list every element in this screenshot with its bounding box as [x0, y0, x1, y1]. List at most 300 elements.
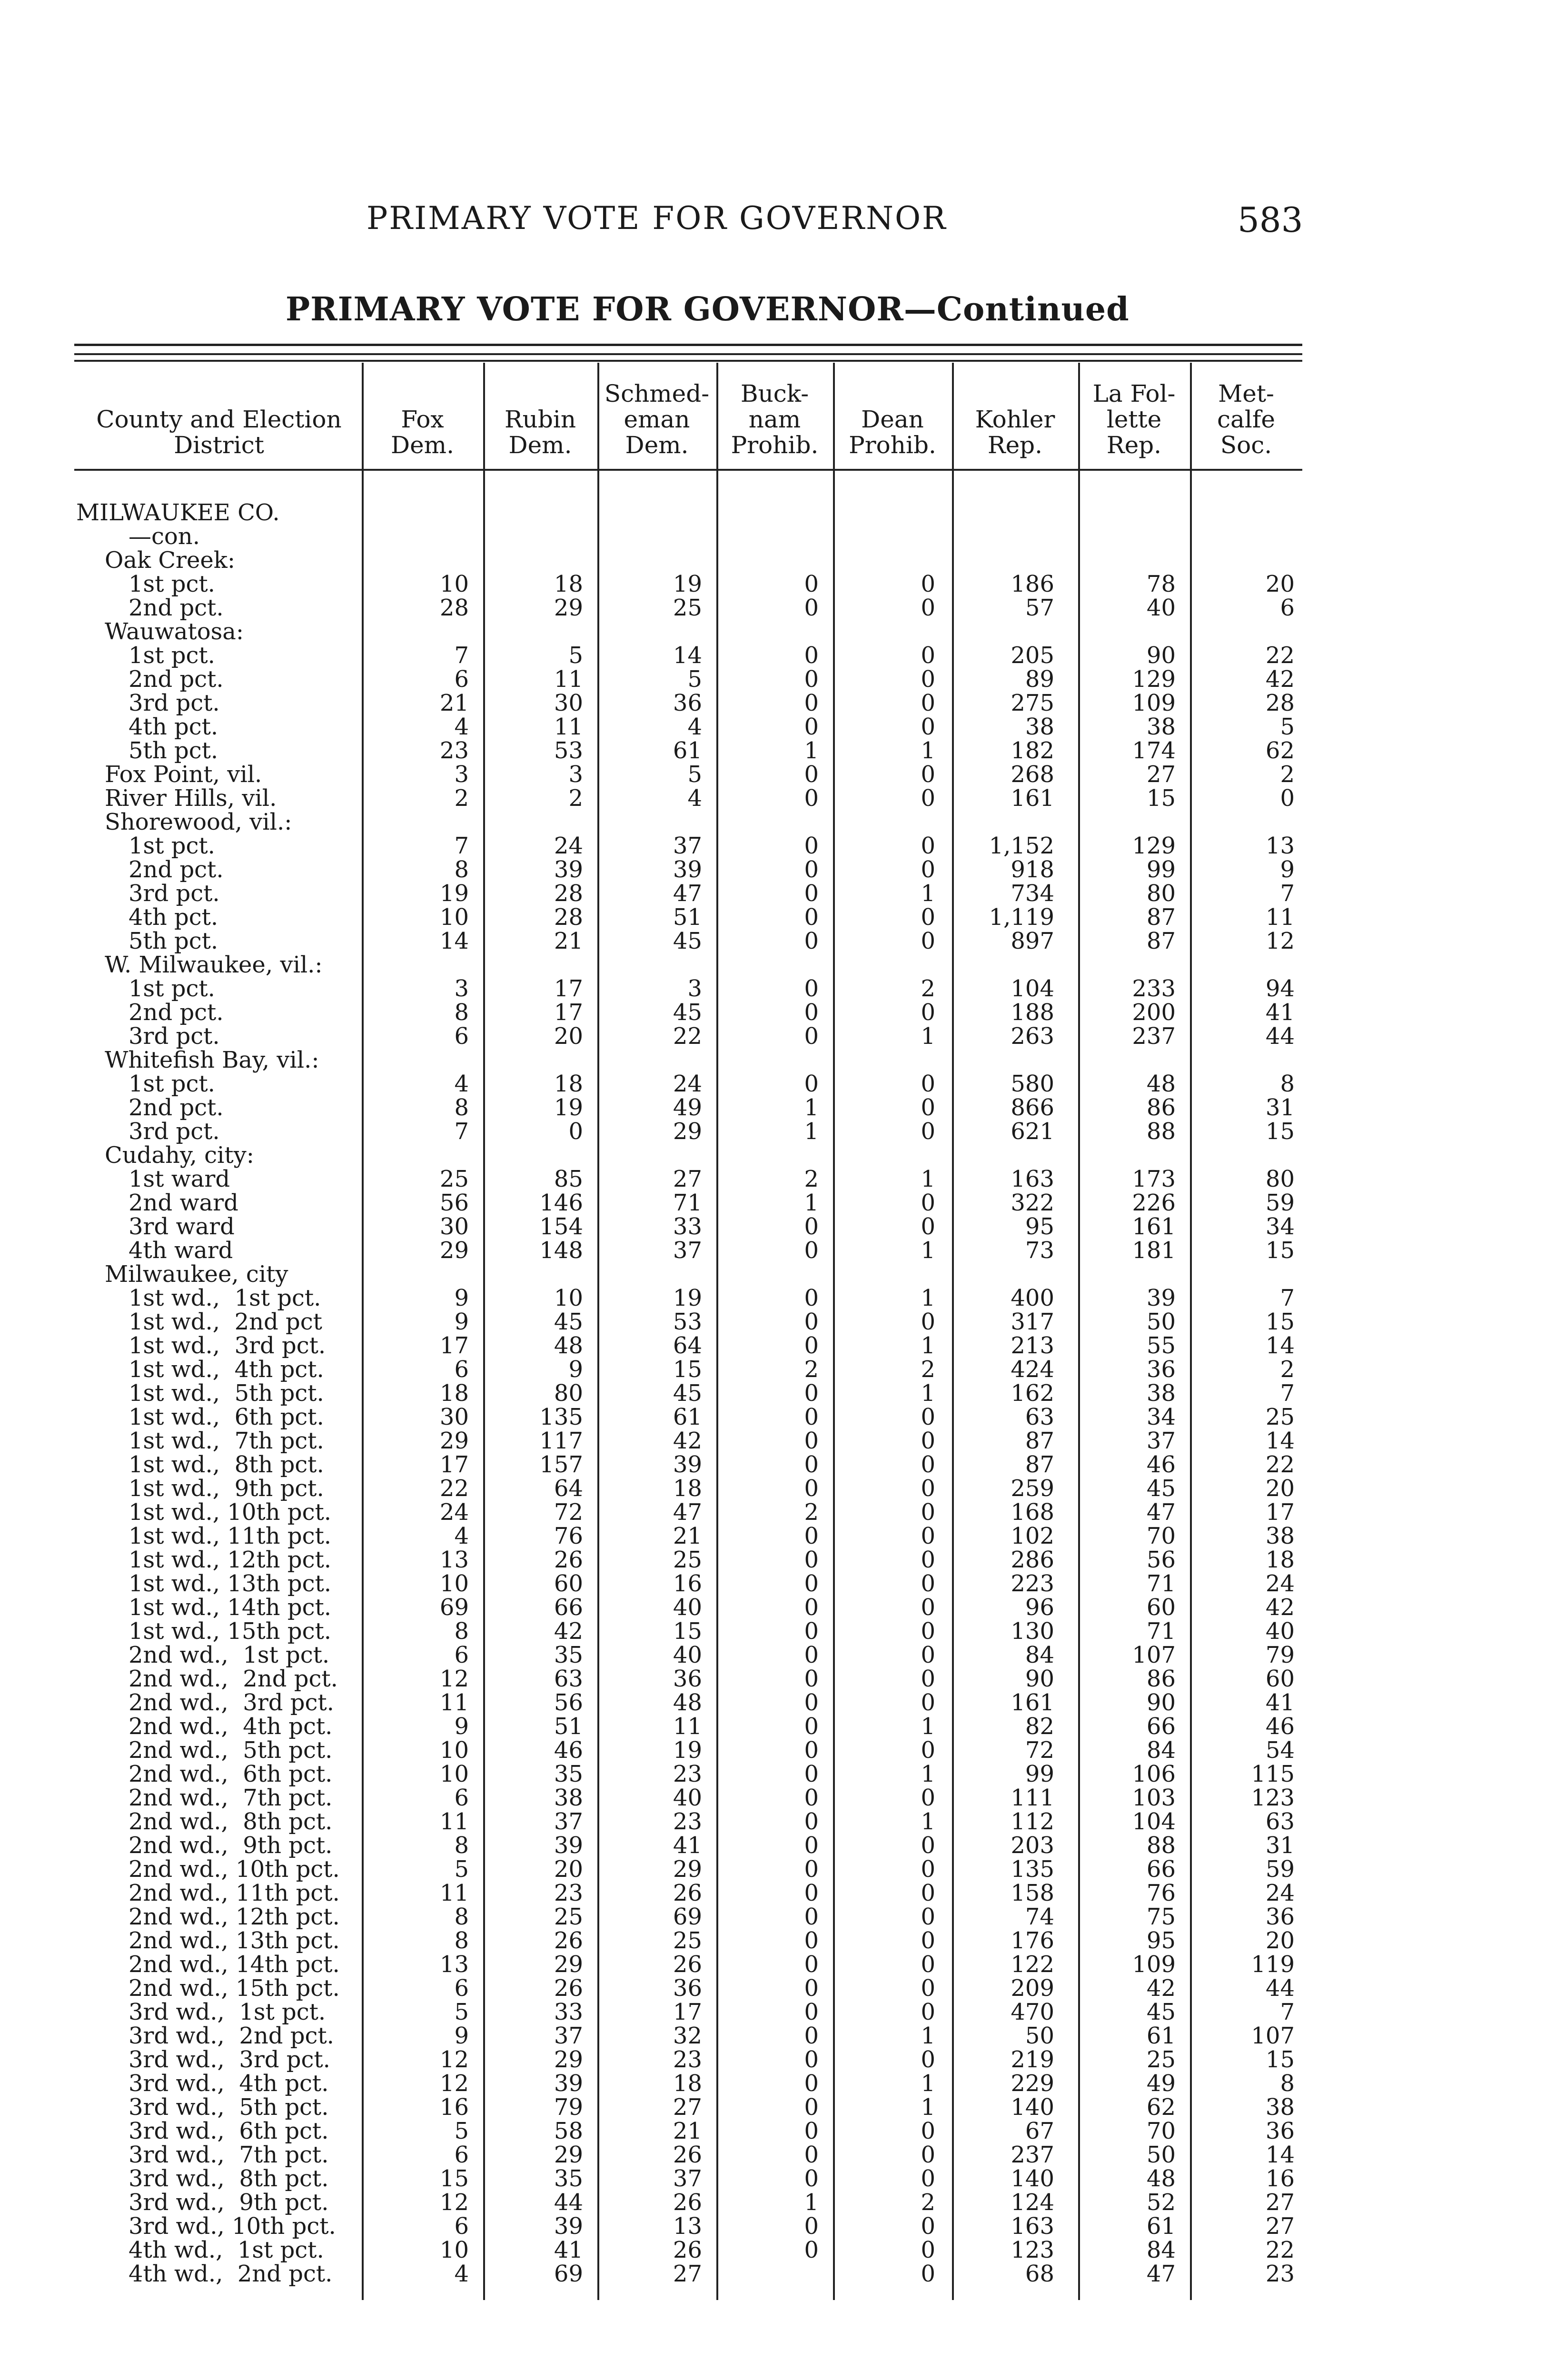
- column-header: [952, 407, 1078, 458]
- table-cell: 0: [921, 1547, 935, 1573]
- table-cell: 87: [1146, 928, 1176, 954]
- table-cell: 219: [1011, 2046, 1054, 2073]
- table-cell: 0: [804, 1380, 819, 1407]
- table-cell: 27: [673, 2094, 702, 2121]
- table-cell: 8: [454, 1832, 469, 1859]
- table-cell: 0: [921, 1213, 935, 1240]
- table-cell: 129: [1132, 666, 1176, 693]
- column-header: [362, 407, 483, 458]
- table-cell: 0: [804, 1547, 819, 1573]
- row-label: 4th pct.: [129, 904, 218, 931]
- table-cell: 22: [1265, 1451, 1295, 1478]
- table-cell: 2: [454, 785, 469, 812]
- table-cell: 10: [439, 1761, 469, 1787]
- table-cell: 4: [687, 714, 702, 740]
- row-label: 5th pct.: [129, 928, 218, 954]
- table-cell: 580: [1011, 1071, 1054, 1097]
- table-cell: 0: [804, 1332, 819, 1359]
- table-cell: 46: [1265, 1713, 1295, 1740]
- table-cell: 63: [554, 1666, 583, 1692]
- table-cell: 55: [1146, 1332, 1176, 1359]
- table-cell: 2: [921, 1356, 935, 1383]
- table-cell: 470: [1011, 1999, 1054, 2025]
- table-cell: 36: [673, 1975, 702, 2002]
- row-label: 1st ward: [129, 1166, 230, 1192]
- column-header: [716, 381, 833, 458]
- table-cell: 61: [1146, 2023, 1176, 2049]
- table-cell: 72: [1025, 1737, 1054, 1764]
- table-cell: 41: [673, 1832, 702, 1859]
- table-cell: 0: [804, 1713, 819, 1740]
- table-cell: 69: [439, 1594, 469, 1621]
- table-cell: 30: [439, 1404, 469, 1430]
- table-cell: 29: [439, 1428, 469, 1454]
- table-cell: 29: [673, 1118, 702, 1145]
- table-cell: 46: [554, 1737, 583, 1764]
- table-cell: 28: [1265, 690, 1295, 716]
- table-row: [0, 1286, 1546, 1310]
- table-cell: 37: [554, 1808, 583, 1835]
- table-row: [0, 1120, 1546, 1143]
- row-label: 1st wd., 11th pct.: [129, 1523, 331, 1549]
- table-cell: 162: [1011, 1380, 1054, 1407]
- table-cell: 6: [1280, 595, 1295, 621]
- table-row: [0, 2072, 1546, 2095]
- table-cell: 0: [921, 1190, 935, 1216]
- table-cell: 39: [673, 1451, 702, 1478]
- table-cell: 20: [1265, 1475, 1295, 1502]
- table-cell: 12: [439, 2070, 469, 2097]
- table-cell: 36: [1146, 1356, 1176, 1383]
- table-cell: 0: [921, 1642, 935, 1668]
- row-label: 1st wd., 6th pct.: [129, 1404, 324, 1430]
- column-header-line: Dem.: [508, 431, 572, 459]
- table-cell: 0: [804, 2046, 819, 2073]
- table-cell: 10: [439, 904, 469, 931]
- table-cell: 0: [804, 1737, 819, 1764]
- table-cell: 176: [1011, 1927, 1054, 1954]
- table-cell: 0: [921, 999, 935, 1026]
- table-cell: 0: [921, 1880, 935, 1906]
- table-cell: 4: [454, 1071, 469, 1097]
- row-label: 2nd pct.: [129, 856, 224, 883]
- table-cell: 0: [804, 1594, 819, 1621]
- table-row: [0, 1834, 1546, 1857]
- table-cell: 111: [1011, 1785, 1054, 1811]
- table-cell: 8: [454, 1927, 469, 1954]
- table-cell: 897: [1011, 928, 1054, 954]
- row-label: 3rd pct.: [129, 880, 220, 907]
- table-cell: 0: [804, 1213, 819, 1240]
- row-label: Shorewood, vil.:: [105, 809, 292, 835]
- table-cell: 38: [554, 1785, 583, 1811]
- table-cell: 0: [921, 833, 935, 859]
- table-cell: 9: [454, 1285, 469, 1311]
- row-label: River Hills, vil.: [105, 785, 277, 812]
- table-cell: 15: [1265, 1118, 1295, 1145]
- table-group-heading: [0, 548, 1546, 572]
- table-cell: 12: [439, 1666, 469, 1692]
- table-row: [0, 763, 1546, 786]
- table-cell: 0: [921, 666, 935, 693]
- table-cell: 0: [804, 1309, 819, 1335]
- table-cell: 61: [673, 737, 702, 764]
- table-cell: 1: [921, 1761, 935, 1787]
- table-cell: 89: [1025, 666, 1054, 693]
- table-cell: 29: [554, 2046, 583, 2073]
- table-cell: 6: [454, 1023, 469, 1050]
- table-cell: 56: [554, 1689, 583, 1716]
- table-cell: 19: [673, 571, 702, 597]
- row-label: 3rd pct.: [129, 1023, 220, 1050]
- table-cell: 52: [1146, 2189, 1176, 2216]
- table-cell: 82: [1025, 1713, 1054, 1740]
- row-label: 3rd wd., 7th pct.: [129, 2142, 329, 2168]
- table-cell: 173: [1132, 1166, 1176, 1192]
- table-cell: 20: [554, 1023, 583, 1050]
- table-cell: 90: [1146, 642, 1176, 669]
- table-cell: 1: [804, 737, 819, 764]
- table-cell: 18: [554, 1071, 583, 1097]
- table-cell: 45: [1146, 1475, 1176, 1502]
- table-cell: 106: [1132, 1761, 1176, 1787]
- table-cell: 57: [1025, 595, 1054, 621]
- table-cell: 45: [673, 1380, 702, 1407]
- table-cell: 4: [454, 1523, 469, 1549]
- table-cell: 38: [1146, 714, 1176, 740]
- table-cell: 13: [439, 1547, 469, 1573]
- table-cell: 96: [1025, 1594, 1054, 1621]
- table-cell: 34: [1265, 1213, 1295, 1240]
- table-cell: 0: [921, 1689, 935, 1716]
- table-cell: 0: [921, 1927, 935, 1954]
- table-cell: 26: [673, 2237, 702, 2263]
- table-cell: 47: [1146, 2261, 1176, 2287]
- row-label: 3rd wd., 1st pct.: [129, 1999, 326, 2025]
- table-cell: 117: [539, 1428, 583, 1454]
- table-cell: 107: [1132, 1642, 1176, 1668]
- table-cell: 14: [1265, 2142, 1295, 2168]
- table-cell: 140: [1011, 2165, 1054, 2192]
- table-cell: 36: [673, 1666, 702, 1692]
- table-cell: 39: [673, 856, 702, 883]
- row-label: 2nd wd., 9th pct.: [129, 1832, 333, 1859]
- table-cell: 0: [804, 1404, 819, 1430]
- table-cell: 19: [554, 1094, 583, 1121]
- table-cell: 0: [804, 642, 819, 669]
- table-cell: 75: [1146, 1904, 1176, 1930]
- table-cell: 161: [1011, 1689, 1054, 1716]
- table-cell: 69: [554, 2261, 583, 2287]
- table-row: [0, 1881, 1546, 1905]
- table-row: [0, 1381, 1546, 1405]
- row-label: 1st wd., 4th pct.: [129, 1356, 324, 1383]
- table-row: [0, 834, 1546, 858]
- table-cell: 47: [673, 1499, 702, 1526]
- table-cell: 115: [1251, 1761, 1295, 1787]
- row-label: 2nd wd., 1st pct.: [129, 1642, 330, 1668]
- table-cell: 79: [554, 2094, 583, 2121]
- table-cell: 3: [454, 975, 469, 1002]
- table-cell: 18: [1265, 1547, 1295, 1573]
- table-cell: 5: [687, 666, 702, 693]
- table-cell: 41: [1265, 1689, 1295, 1716]
- table-row: [0, 1548, 1546, 1572]
- table-cell: 0: [804, 1880, 819, 1906]
- table-cell: 0: [921, 904, 935, 931]
- table-cell: 263: [1011, 1023, 1054, 1050]
- table-cell: 0: [921, 1999, 935, 2025]
- table-cell: 0: [921, 2213, 935, 2240]
- table-cell: 0: [804, 2165, 819, 2192]
- table-cell: 80: [1265, 1166, 1295, 1192]
- column-header-line: nam: [748, 406, 801, 433]
- table-cell: 0: [804, 1689, 819, 1716]
- table-cell: 3: [568, 761, 583, 788]
- table-cell: 6: [454, 1642, 469, 1668]
- table-row: [0, 1857, 1546, 1881]
- table-cell: 0: [804, 1618, 819, 1645]
- table-row: [0, 1762, 1546, 1786]
- table-cell: 27: [1146, 761, 1176, 788]
- table-cell: 0: [921, 2142, 935, 2168]
- row-label: 3rd wd., 6th pct.: [129, 2118, 329, 2144]
- table-cell: 168: [1011, 1499, 1054, 1526]
- table-cell: 0: [921, 595, 935, 621]
- table-cell: 11: [673, 1713, 702, 1740]
- table-cell: 26: [554, 1975, 583, 2002]
- table-cell: 51: [673, 904, 702, 931]
- table-row: [0, 667, 1546, 691]
- row-label: 2nd wd., 8th pct.: [129, 1808, 333, 1835]
- table-cell: 35: [554, 2165, 583, 2192]
- table-cell: 21: [554, 928, 583, 954]
- table-cell: 2: [1280, 1356, 1295, 1383]
- column-header-line: County and Election: [96, 406, 342, 433]
- table-cell: 0: [921, 1666, 935, 1692]
- table-cell: 8: [1280, 1071, 1295, 1097]
- table-cell: 61: [1146, 2213, 1176, 2240]
- table-cell: 14: [673, 642, 702, 669]
- table-cell: 102: [1011, 1523, 1054, 1549]
- column-header-line: Kohler: [975, 406, 1055, 433]
- table-cell: 0: [804, 1785, 819, 1811]
- table-cell: 918: [1011, 856, 1054, 883]
- table-cell: 0: [921, 642, 935, 669]
- table-cell: 25: [673, 1547, 702, 1573]
- column-header-line: Dem.: [391, 431, 454, 459]
- table-cell: 0: [921, 1618, 935, 1645]
- table-cell: 24: [554, 833, 583, 859]
- table-cell: 87: [1025, 1451, 1054, 1478]
- table-cell: 11: [439, 1689, 469, 1716]
- table-row: [0, 1167, 1546, 1191]
- table-cell: 400: [1011, 1285, 1054, 1311]
- column-header-line: Fox: [401, 406, 444, 433]
- table-cell: 84: [1146, 2237, 1176, 2263]
- table-cell: 0: [804, 904, 819, 931]
- table-cell: 6: [454, 2142, 469, 2168]
- table-group-heading: [0, 953, 1546, 977]
- table-cell: 39: [554, 856, 583, 883]
- table-cell: 140: [1011, 2094, 1054, 2121]
- table-cell: 213: [1011, 1332, 1054, 1359]
- column-header: [76, 407, 362, 458]
- table-cell: 9: [1280, 856, 1295, 883]
- table-cell: 60: [554, 1570, 583, 1597]
- table-cell: 23: [1265, 2261, 1295, 2287]
- table-cell: 50: [1025, 2023, 1054, 2049]
- table-cell: 209: [1011, 1975, 1054, 2002]
- table-cell: 123: [1251, 1785, 1295, 1811]
- row-label: 1st wd., 2nd pct: [129, 1309, 322, 1335]
- table-cell: 69: [673, 1904, 702, 1930]
- table-cell: 42: [1265, 1594, 1295, 1621]
- table-cell: 8: [454, 1618, 469, 1645]
- table-cell: 95: [1025, 1213, 1054, 1240]
- table-cell: 95: [1146, 1927, 1176, 1954]
- table-cell: 0: [804, 1071, 819, 1097]
- row-label: 5th pct.: [129, 737, 218, 764]
- table-cell: 87: [1025, 1428, 1054, 1454]
- table-cell: 17: [439, 1451, 469, 1478]
- table-cell: 0: [921, 690, 935, 716]
- table-cell: 0: [804, 1761, 819, 1787]
- table-cell: 21: [439, 690, 469, 716]
- table-cell: 161: [1011, 785, 1054, 812]
- row-label: 2nd wd., 2nd pct.: [129, 1666, 338, 1692]
- table-row: [0, 1191, 1546, 1215]
- table-cell: 0: [804, 2237, 819, 2263]
- row-label: —con.: [129, 523, 200, 550]
- table-row: [0, 644, 1546, 667]
- table-cell: 18: [673, 1475, 702, 1502]
- table-cell: 8: [454, 1904, 469, 1930]
- table-cell: 19: [673, 1737, 702, 1764]
- table-cell: 49: [1146, 2070, 1176, 2097]
- table-cell: 0: [804, 1451, 819, 1478]
- table-cell: 84: [1025, 1642, 1054, 1668]
- table-cell: 1: [921, 1332, 935, 1359]
- table-cell: 104: [1132, 1808, 1176, 1835]
- table-cell: 1: [921, 2070, 935, 2097]
- table-cell: 6: [454, 1356, 469, 1383]
- row-label: 3rd wd., 3rd pct.: [129, 2046, 330, 2073]
- table-cell: 205: [1011, 642, 1054, 669]
- table-row: [0, 1572, 1546, 1596]
- table-cell: 13: [1265, 833, 1295, 859]
- row-label: 2nd wd., 11th pct.: [129, 1880, 340, 1906]
- table-row: [0, 1619, 1546, 1643]
- table-cell: 33: [673, 1213, 702, 1240]
- table-cell: 63: [1265, 1808, 1295, 1835]
- table-cell: 67: [1025, 2118, 1054, 2144]
- row-label: 1st wd., 3rd pct.: [129, 1332, 326, 1359]
- table-cell: 7: [454, 642, 469, 669]
- table-cell: 71: [1146, 1618, 1176, 1645]
- table-cell: 0: [804, 690, 819, 716]
- table-cell: 38: [1146, 1380, 1176, 1407]
- table-cell: 40: [1146, 595, 1176, 621]
- table-cell: 2: [804, 1499, 819, 1526]
- table-cell: 4: [454, 2261, 469, 2287]
- table-cell: 0: [921, 1594, 935, 1621]
- table-cell: 15: [673, 1356, 702, 1383]
- table-cell: 76: [1146, 1880, 1176, 1906]
- table-cell: 3: [454, 761, 469, 788]
- row-label: 2nd wd., 15th pct.: [129, 1975, 340, 2002]
- table-cell: 30: [554, 690, 583, 716]
- table-cell: 2: [804, 1356, 819, 1383]
- table-cell: 59: [1265, 1190, 1295, 1216]
- table-cell: 68: [1025, 2261, 1054, 2287]
- table-cell: 148: [539, 1237, 583, 1264]
- table-cell: 0: [921, 1975, 935, 2002]
- table-row: [0, 1738, 1546, 1762]
- table-cell: 24: [1265, 1570, 1295, 1597]
- table-row: [0, 1405, 1546, 1429]
- table-cell: 0: [921, 1951, 935, 1978]
- table-cell: 25: [1265, 1404, 1295, 1430]
- table-cell: 11: [1265, 904, 1295, 931]
- table-cell: 37: [554, 2023, 583, 2049]
- table-row: [0, 1358, 1546, 1381]
- table-cell: 71: [673, 1190, 702, 1216]
- table-cell: 13: [439, 1951, 469, 1978]
- table-cell: 21: [673, 1523, 702, 1549]
- table-cell: 23: [673, 2046, 702, 2073]
- table-cell: 23: [673, 1808, 702, 1835]
- table-cell: 60: [1265, 1666, 1295, 1692]
- table-cell: 1: [921, 1023, 935, 1050]
- table-cell: 28: [554, 880, 583, 907]
- table-cell: 54: [1265, 1737, 1295, 1764]
- table-cell: 14: [1265, 1332, 1295, 1359]
- table-cell: 28: [439, 595, 469, 621]
- table-cell: 48: [554, 1332, 583, 1359]
- table-top-rule-2: [74, 353, 1302, 355]
- table-cell: 51: [554, 1713, 583, 1740]
- table-cell: 1: [921, 2094, 935, 2121]
- row-label: W. Milwaukee, vil.:: [105, 952, 323, 978]
- table-cell: 66: [1146, 1713, 1176, 1740]
- table-row: [0, 1429, 1546, 1453]
- table-cell: 0: [921, 571, 935, 597]
- table-cell: 0: [804, 1927, 819, 1954]
- table-row: [0, 2143, 1546, 2167]
- table-cell: 6: [454, 1975, 469, 2002]
- row-label: 1st wd., 12th pct.: [129, 1547, 331, 1573]
- table-cell: 90: [1025, 1666, 1054, 1692]
- table-cell: 621: [1011, 1118, 1054, 1145]
- table-cell: 0: [804, 1904, 819, 1930]
- row-label: 1st wd., 1st pct.: [129, 1285, 321, 1311]
- table-cell: 103: [1132, 1785, 1176, 1811]
- row-label: 3rd wd., 9th pct.: [129, 2189, 329, 2216]
- table-cell: 14: [1265, 1428, 1295, 1454]
- row-label: 2nd ward: [129, 1190, 238, 1216]
- row-label: 2nd wd., 13th pct.: [129, 1927, 340, 1954]
- table-row: [0, 1953, 1546, 1976]
- table-cell: 0: [804, 1856, 819, 1883]
- table-row: [0, 1453, 1546, 1477]
- table-cell: 104: [1011, 975, 1054, 1002]
- table-cell: 35: [554, 1761, 583, 1787]
- row-label: Wauwatosa:: [105, 618, 244, 645]
- table-group-heading: [0, 810, 1546, 834]
- table-cell: 0: [804, 2094, 819, 2121]
- table-cell: 86: [1146, 1666, 1176, 1692]
